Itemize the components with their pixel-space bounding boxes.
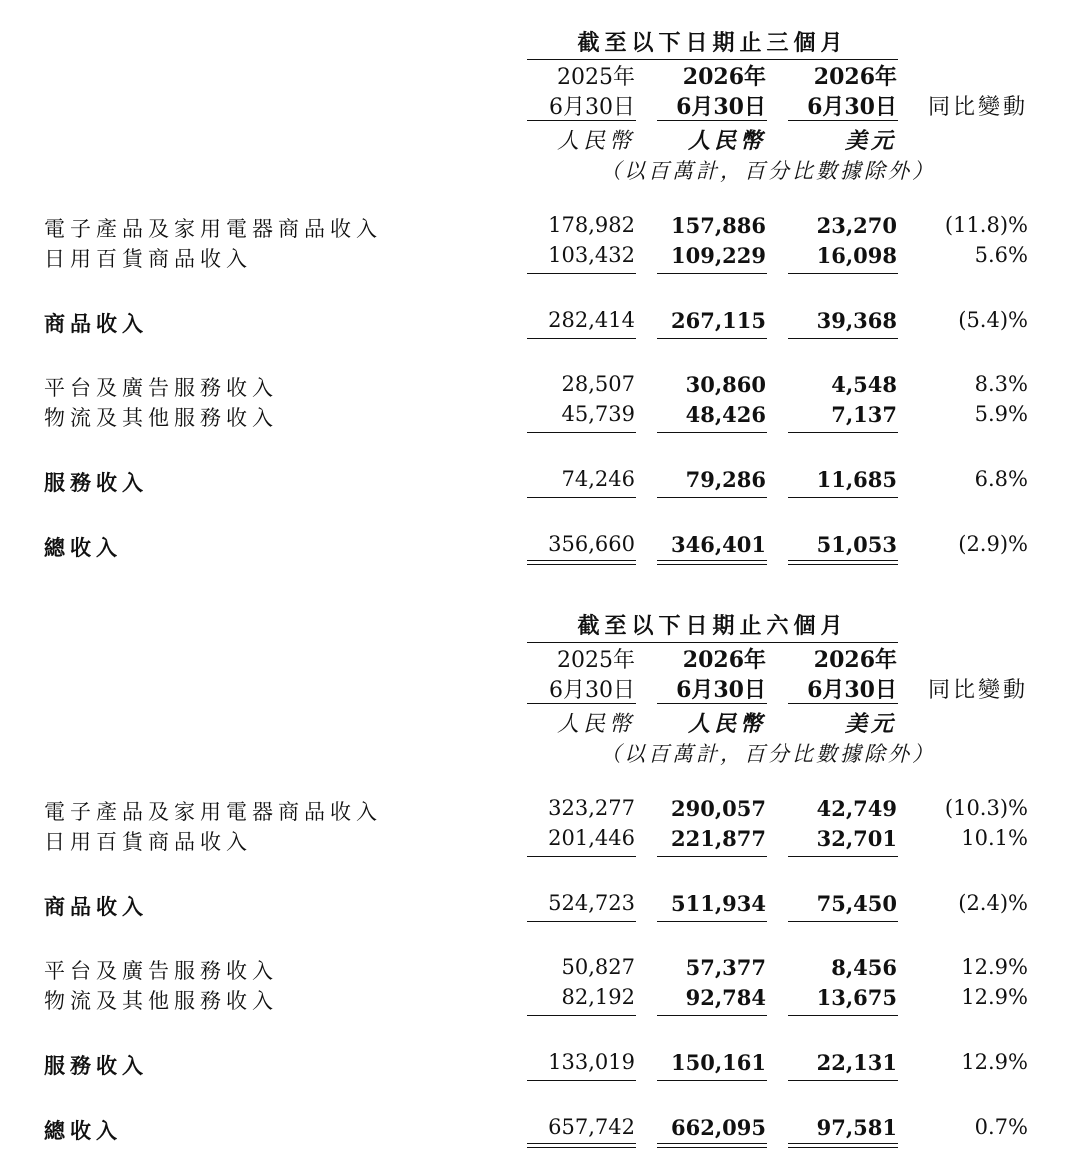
- row-label-service-revenue: 服務收入: [44, 470, 148, 495]
- cell-yoy-change: 12.9%: [961, 955, 1028, 979]
- date-col2: 6月30日: [676, 677, 766, 703]
- cell-2026-rmb: 267,115: [671, 308, 766, 333]
- subtotal-rule: [527, 1015, 636, 1016]
- subtotal-rule: [788, 1080, 898, 1081]
- cell-yoy-change: 10.1%: [961, 826, 1028, 850]
- date-col2: 6月30日: [676, 94, 766, 120]
- subtotal-rule: [788, 921, 898, 922]
- year-col2: 2026年: [682, 64, 766, 90]
- cell-2025-rmb: 45,739: [561, 402, 635, 426]
- cell-2025-rmb: 323,277: [548, 796, 635, 820]
- total-double-rule: [527, 560, 636, 565]
- cell-yoy-change: 12.9%: [961, 985, 1028, 1009]
- header-divider: [527, 703, 636, 704]
- cell-2026-usd: 32,701: [816, 826, 897, 851]
- subtotal-rule: [657, 273, 767, 274]
- row-label-merchandise-revenue: 商品收入: [44, 311, 148, 336]
- yoy-change-header: 同比變動: [927, 678, 1028, 703]
- subtotal-rule: [527, 497, 636, 498]
- cell-yoy-change: 5.6%: [974, 243, 1028, 267]
- header-divider: [527, 120, 636, 121]
- row-label-merchandise-revenue: 商品收入: [44, 894, 148, 919]
- cell-2026-usd: 4,548: [831, 372, 897, 397]
- cell-2025-rmb: 282,414: [548, 308, 635, 332]
- cell-2025-rmb: 524,723: [548, 891, 635, 915]
- cell-2026-rmb: 30,860: [685, 372, 766, 397]
- currency-col2: 人民幣: [687, 711, 766, 737]
- header-divider: [657, 703, 767, 704]
- cell-2026-rmb: 221,877: [671, 826, 766, 851]
- date-col1: 6月30日: [549, 678, 635, 703]
- cell-2026-rmb: 662,095: [671, 1115, 766, 1140]
- cell-2026-usd: 22,131: [816, 1050, 897, 1075]
- cell-2025-rmb: 28,507: [561, 372, 635, 396]
- currency-col2: 人民幣: [687, 128, 766, 154]
- cell-2026-rmb: 346,401: [671, 532, 766, 557]
- unit-note: （以百萬計，百分比數據除外）: [600, 159, 936, 183]
- cell-2026-usd: 97,581: [816, 1115, 897, 1140]
- row-label-total-revenue: 總收入: [44, 1118, 122, 1143]
- cell-2026-usd: 7,137: [831, 402, 897, 427]
- yoy-change-header: 同比變動: [927, 95, 1028, 120]
- cell-2026-rmb: 511,934: [671, 891, 766, 916]
- cell-2025-rmb: 657,742: [548, 1115, 635, 1139]
- subtotal-rule: [527, 1080, 636, 1081]
- cell-2025-rmb: 178,982: [548, 213, 635, 237]
- cell-2025-rmb: 82,192: [561, 985, 635, 1009]
- currency-col1: 人民幣: [556, 712, 635, 737]
- year-col3: 2026年: [813, 647, 897, 673]
- period-title: 截至以下日期止三個月: [527, 26, 898, 60]
- cell-2026-rmb: 57,377: [685, 955, 766, 980]
- row-label-electronics: 電子產品及家用電器商品收入: [44, 800, 382, 824]
- subtotal-rule: [788, 497, 898, 498]
- cell-2026-usd: 16,098: [816, 243, 897, 268]
- cell-2026-usd: 23,270: [816, 213, 897, 238]
- subtotal-rule: [657, 338, 767, 339]
- cell-yoy-change: (10.3)%: [944, 796, 1028, 820]
- cell-2026-rmb: 157,886: [671, 213, 766, 238]
- subtotal-rule: [788, 1015, 898, 1016]
- cell-yoy-change: 6.8%: [974, 467, 1028, 491]
- row-label-logistics-other: 物流及其他服務收入: [44, 989, 278, 1013]
- subtotal-rule: [657, 1080, 767, 1081]
- cell-2026-usd: 13,675: [816, 985, 897, 1010]
- cell-2025-rmb: 74,246: [561, 467, 635, 491]
- subtotal-rule: [788, 432, 898, 433]
- row-label-general-merchandise: 日用百貨商品收入: [44, 830, 252, 854]
- cell-yoy-change: (2.4)%: [958, 891, 1028, 915]
- year-col2: 2026年: [682, 647, 766, 673]
- row-label-general-merchandise: 日用百貨商品收入: [44, 247, 252, 271]
- currency-col3: 美元: [844, 711, 897, 737]
- period-title: 截至以下日期止六個月: [527, 609, 898, 643]
- cell-2026-rmb: 48,426: [685, 402, 766, 427]
- cell-2026-rmb: 92,784: [685, 985, 766, 1010]
- date-col3: 6月30日: [807, 94, 897, 120]
- cell-2026-usd: 75,450: [816, 891, 897, 916]
- three-month-revenue-table: [0, 0, 1080, 580]
- cell-2026-rmb: 79,286: [685, 467, 766, 492]
- row-label-total-revenue: 總收入: [44, 535, 122, 560]
- cell-yoy-change: 5.9%: [974, 402, 1028, 426]
- subtotal-rule: [788, 273, 898, 274]
- cell-2026-usd: 8,456: [831, 955, 897, 980]
- total-double-rule: [788, 560, 898, 565]
- cell-yoy-change: 8.3%: [974, 372, 1028, 396]
- currency-col3: 美元: [844, 128, 897, 154]
- cell-2025-rmb: 133,019: [548, 1050, 635, 1074]
- year-col1: 2025年: [557, 648, 635, 673]
- unit-note: （以百萬計，百分比數據除外）: [600, 742, 936, 766]
- total-double-rule: [657, 560, 767, 565]
- year-col1: 2025年: [557, 65, 635, 90]
- cell-yoy-change: (2.9)%: [958, 532, 1028, 556]
- subtotal-rule: [657, 856, 767, 857]
- cell-2025-rmb: 103,432: [548, 243, 635, 267]
- cell-yoy-change: 0.7%: [974, 1115, 1028, 1139]
- subtotal-rule: [788, 338, 898, 339]
- total-double-rule: [788, 1143, 898, 1148]
- subtotal-rule: [657, 921, 767, 922]
- subtotal-rule: [657, 497, 767, 498]
- cell-yoy-change: (5.4)%: [958, 308, 1028, 332]
- cell-yoy-change: (11.8)%: [944, 213, 1028, 237]
- header-divider: [657, 120, 767, 121]
- cell-2025-rmb: 50,827: [561, 955, 635, 979]
- cell-2026-rmb: 290,057: [671, 796, 766, 821]
- subtotal-rule: [527, 338, 636, 339]
- cell-2026-usd: 11,685: [816, 467, 897, 492]
- cell-2026-rmb: 109,229: [671, 243, 766, 268]
- subtotal-rule: [788, 856, 898, 857]
- row-label-platform-advertising: 平台及廣告服務收入: [44, 959, 278, 983]
- row-label-platform-advertising: 平台及廣告服務收入: [44, 376, 278, 400]
- date-col3: 6月30日: [807, 677, 897, 703]
- header-divider: [788, 703, 898, 704]
- cell-2026-rmb: 150,161: [671, 1050, 766, 1075]
- total-double-rule: [527, 1143, 636, 1148]
- cell-2026-usd: 39,368: [816, 308, 897, 333]
- subtotal-rule: [657, 1015, 767, 1016]
- row-label-electronics: 電子產品及家用電器商品收入: [44, 217, 382, 241]
- cell-2025-rmb: 356,660: [548, 532, 635, 556]
- subtotal-rule: [527, 273, 636, 274]
- subtotal-rule: [527, 921, 636, 922]
- cell-yoy-change: 12.9%: [961, 1050, 1028, 1074]
- currency-col1: 人民幣: [556, 129, 635, 154]
- subtotal-rule: [657, 432, 767, 433]
- subtotal-rule: [527, 856, 636, 857]
- six-month-revenue-table: [0, 583, 1080, 1173]
- total-double-rule: [657, 1143, 767, 1148]
- header-divider: [788, 120, 898, 121]
- year-col3: 2026年: [813, 64, 897, 90]
- date-col1: 6月30日: [549, 95, 635, 120]
- row-label-logistics-other: 物流及其他服務收入: [44, 406, 278, 430]
- subtotal-rule: [527, 432, 636, 433]
- row-label-service-revenue: 服務收入: [44, 1053, 148, 1078]
- cell-2025-rmb: 201,446: [548, 826, 635, 850]
- cell-2026-usd: 42,749: [816, 796, 897, 821]
- cell-2026-usd: 51,053: [816, 532, 897, 557]
